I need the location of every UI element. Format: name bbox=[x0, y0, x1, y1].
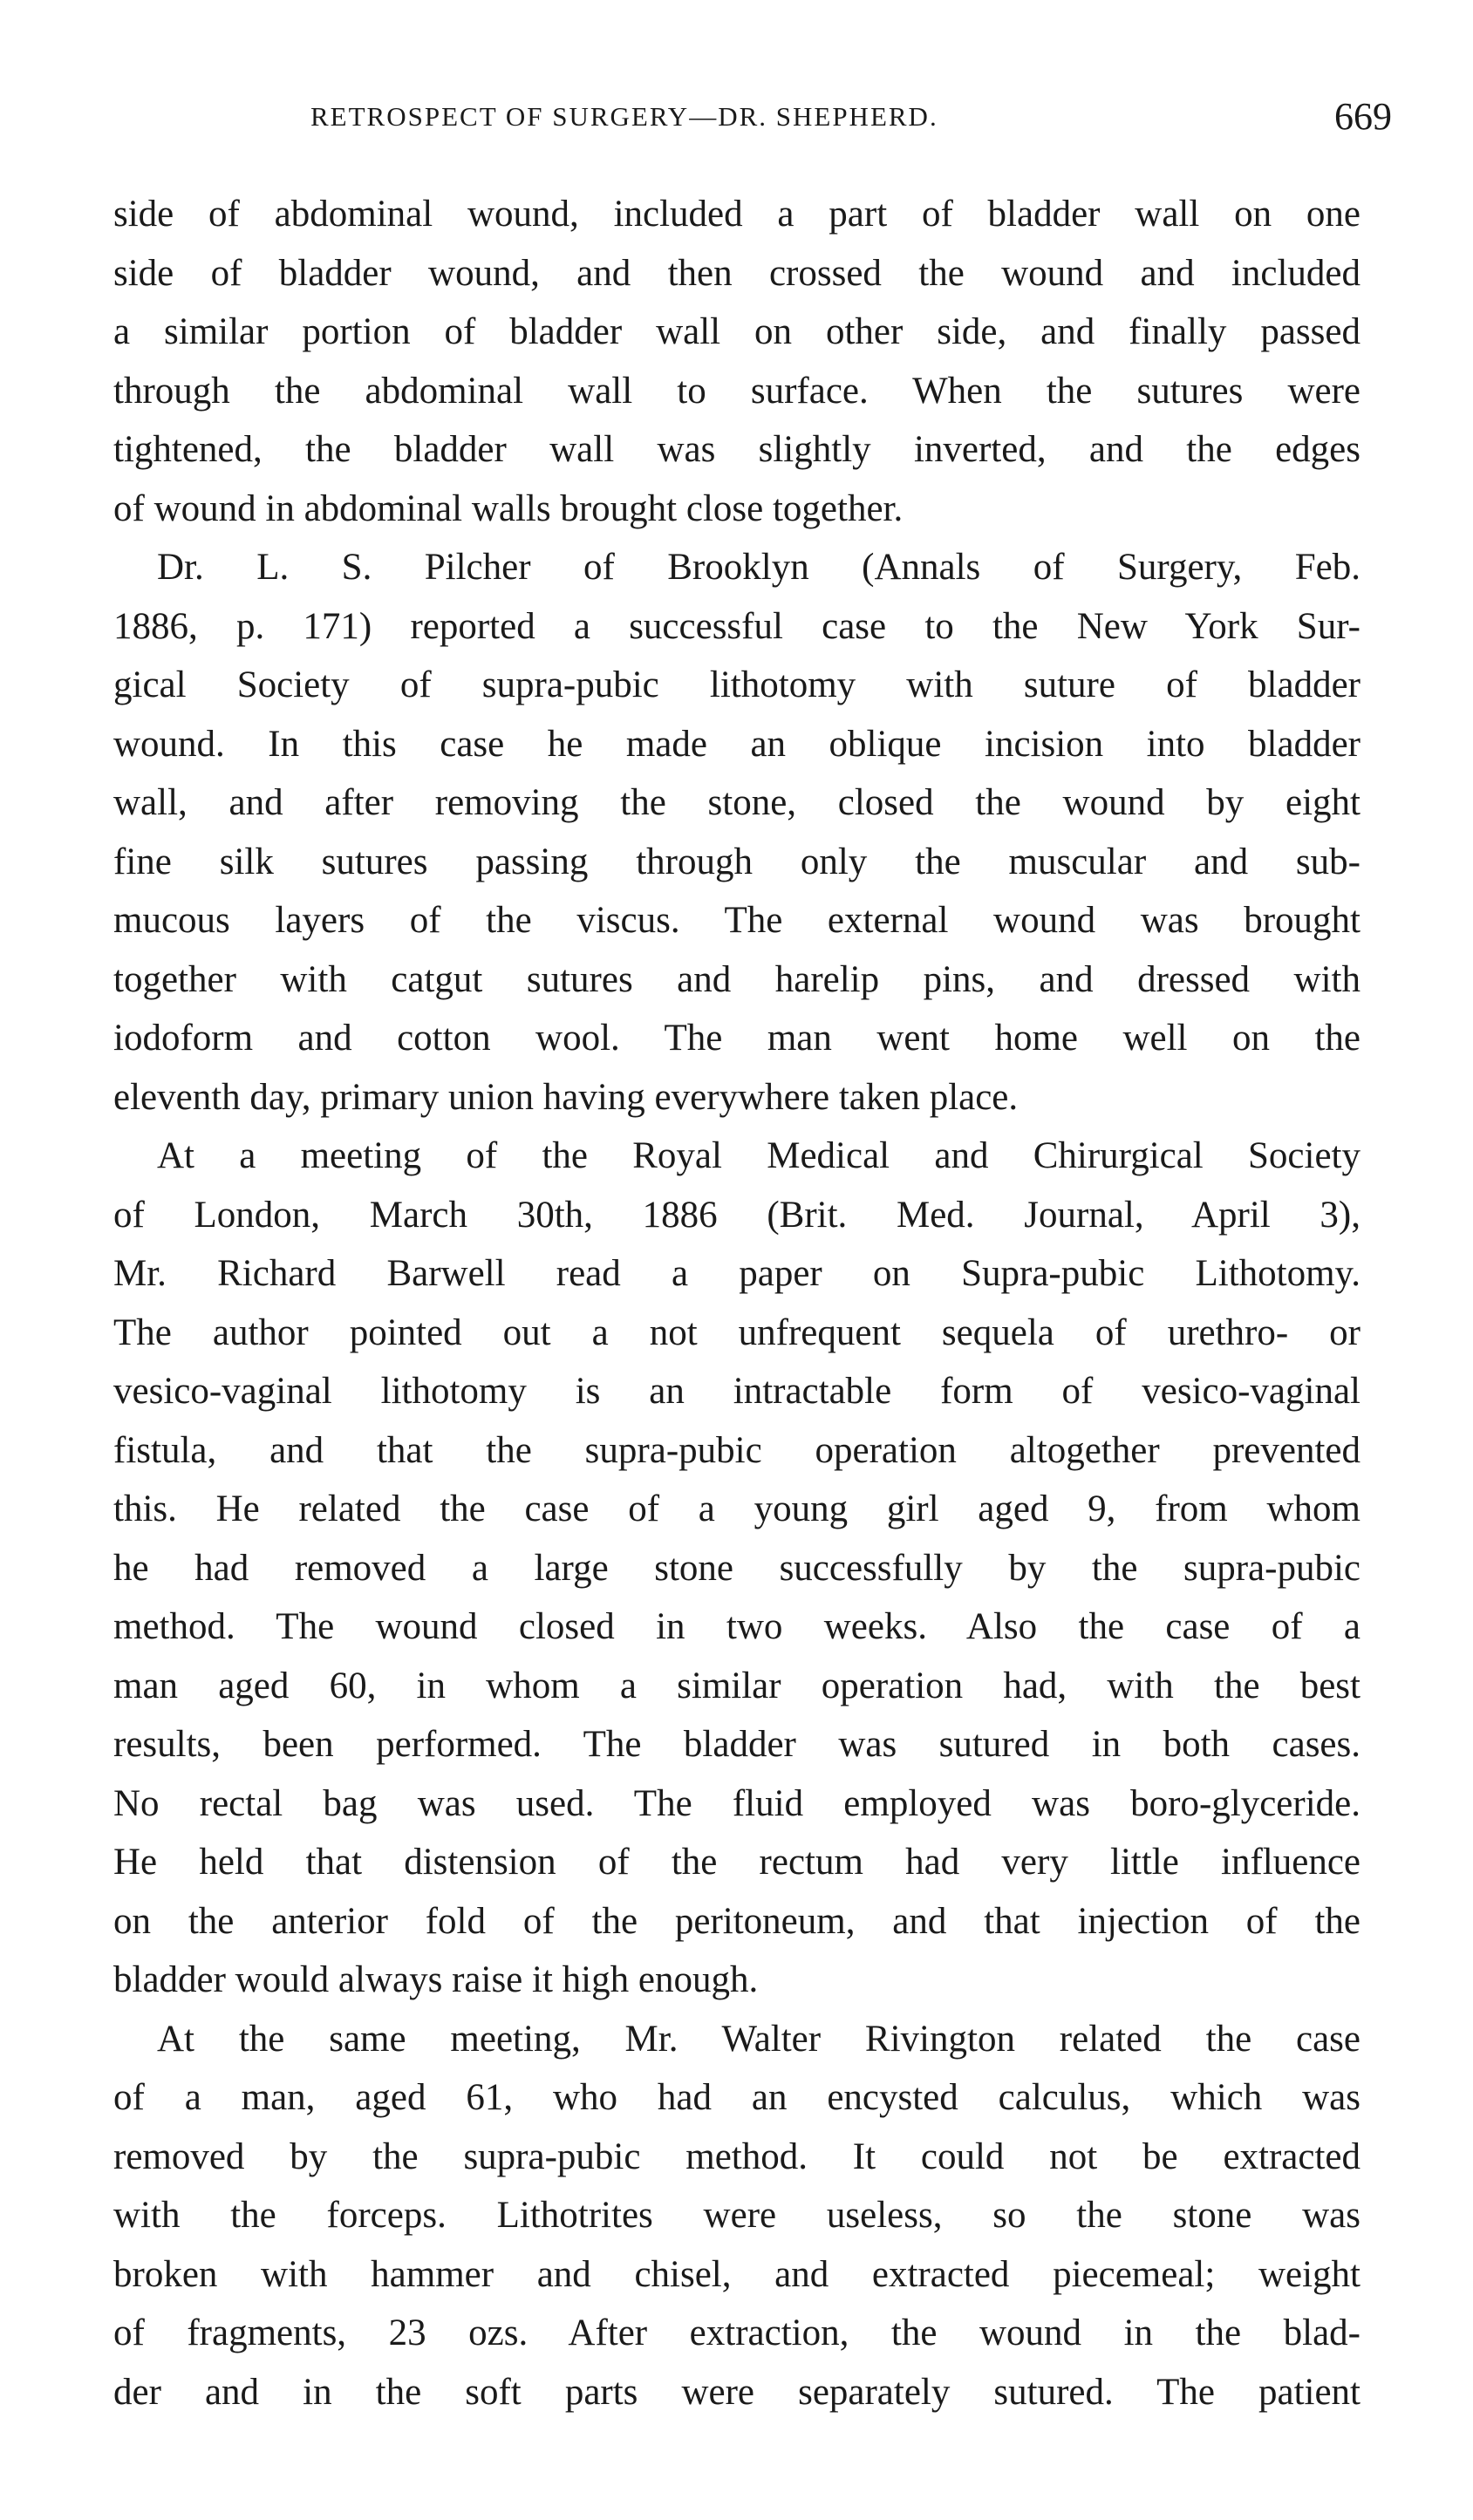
text-line: of wound in abdominal walls brought close together. bbox=[113, 487, 904, 529]
text-line: with the forceps. Lithotrites were useless, so the stone was bbox=[113, 2195, 1360, 2236]
text-line: iodoform and cotton wool. The man went home well on the bbox=[113, 1018, 1360, 1059]
running-header bbox=[206, 94, 1392, 146]
text-line: vesico-vaginal lithotomy is an intractable form of vesico-vaginal bbox=[113, 1371, 1360, 1412]
text-line: The author pointed out a not unfrequent sequela of urethro- or bbox=[113, 1311, 1360, 1353]
text-line: bladder would always raise it high enough. bbox=[113, 1959, 759, 2000]
text-line: through the abdominal wall to surface. When the sutures were bbox=[113, 370, 1360, 412]
text-line: he had removed a large stone successfully by the supra-pubic bbox=[113, 1547, 1360, 1589]
text-line: man aged 60, in whom a similar operation had, with the best bbox=[113, 1665, 1360, 1706]
text-line: of London, March 30th, 1886 (Brit. Med. Journal, April 3), bbox=[113, 1194, 1360, 1236]
text-line: mucous layers of the viscus. The external wound was brought bbox=[113, 900, 1360, 941]
text-line: He held that distension of the rectum had very little influence bbox=[113, 1842, 1360, 1883]
text-line: side of bladder wound, and then crossed the wound and included bbox=[113, 252, 1360, 294]
text-line: of a man, aged 61, who had an encysted calculus, which was bbox=[113, 2077, 1360, 2118]
paragraph-start-line: Dr. L. S. Pilcher of Brooklyn (Annals of Surgery, Feb. bbox=[157, 547, 1360, 588]
text-line: der and in the soft parts were separately sutured. The patient bbox=[113, 2371, 1360, 2413]
text-line: fine silk sutures passing through only the muscular and sub- bbox=[113, 841, 1360, 882]
text-line: broken with hammer and chisel, and extracted piecemeal; weight bbox=[113, 2253, 1360, 2295]
text-line: fistula, and that the supra-pubic operation altogether prevented bbox=[113, 1429, 1360, 1471]
text-line: tightened, the bladder wall was slightly inverted, and the edges bbox=[113, 429, 1360, 470]
text-line: method. The wound closed in two weeks. Also the case of a bbox=[113, 1606, 1360, 1647]
paragraph-start-line: At the same meeting, Mr. Walter Rivington related the case bbox=[157, 2018, 1360, 2060]
text-line: side of abdominal wound, included a part of bladder wall on one bbox=[113, 194, 1360, 235]
text-line: this. He related the case of a young girl aged 9, from whom bbox=[113, 1488, 1360, 1529]
text-line: on the anterior fold of the peritoneum, and that injection of the bbox=[113, 1900, 1360, 1942]
text-line: Mr. Richard Barwell read a paper on Supra-pubic Lithotomy. bbox=[113, 1253, 1360, 1294]
running-title: RETROSPECT OF SURGERY—DR. SHEPHERD. bbox=[310, 101, 938, 132]
paragraph-start-line: At a meeting of the Royal Medical and Chirurgical Society bbox=[157, 1135, 1360, 1176]
text-line: wall, and after removing the stone, closed the wound by eight bbox=[113, 782, 1360, 823]
page-number: 669 bbox=[1334, 95, 1392, 138]
text-line: a similar portion of bladder wall on other side, and finally passed bbox=[113, 311, 1360, 352]
text-line: results, been performed. The bladder was sutured in both cases. bbox=[113, 1724, 1360, 1765]
text-line: together with catgut sutures and harelip pins, and dressed with bbox=[113, 958, 1360, 1000]
text-line: eleventh day, primary union having everywhere taken place. bbox=[113, 1076, 1019, 1118]
text-line: 1886, p. 171) reported a successful case to the New York Sur- bbox=[113, 605, 1360, 647]
text-line: of fragments, 23 ozs. After extraction, the wound in the blad- bbox=[113, 2312, 1360, 2353]
text-line: wound. In this case he made an oblique incision into bladder bbox=[113, 723, 1360, 765]
text-line: removed by the supra-pubic method. It could not be extracted bbox=[113, 2135, 1360, 2177]
text-line: No rectal bag was used. The fluid employed was boro-glyceride. bbox=[113, 1782, 1360, 1824]
body-text bbox=[113, 185, 1360, 2421]
text-line: gical Society of supra-pubic lithotomy with suture of bladder bbox=[113, 664, 1360, 705]
